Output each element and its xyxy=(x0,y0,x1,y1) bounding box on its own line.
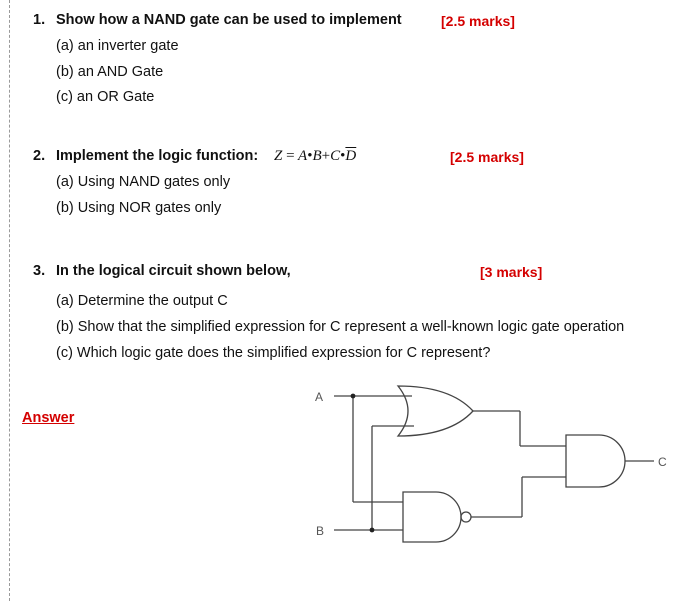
expr-plus: + xyxy=(321,148,331,164)
question-2-text: Implement the logic function: xyxy=(56,148,259,164)
expr-dot-1: • xyxy=(307,148,313,164)
or-gate xyxy=(398,386,473,436)
input-b-label: B xyxy=(316,524,325,538)
and-gate xyxy=(566,435,625,487)
expr-z: Z xyxy=(274,148,283,164)
question-3-part-a: (a) Determine the output C xyxy=(56,293,228,309)
nand-gate xyxy=(403,492,461,542)
question-3-marks: [3 marks] xyxy=(480,264,543,280)
question-3-part-c: (c) Which logic gate does the simplified expression for C represent? xyxy=(56,345,491,361)
question-1-part-c: (c) an OR Gate xyxy=(56,89,155,105)
output-c-label: C xyxy=(658,455,667,469)
question-3-text: In the logical circuit shown below, xyxy=(56,263,291,279)
junction-b xyxy=(370,528,375,533)
expr-b: B xyxy=(312,148,322,164)
expr-dot-2: • xyxy=(340,148,346,164)
question-2-number: 2. xyxy=(33,148,46,164)
answer-link[interactable]: Answer xyxy=(22,410,75,426)
question-1-number: 1. xyxy=(33,12,46,28)
question-2-part-b: (b) Using NOR gates only xyxy=(56,200,222,216)
nand-bubble xyxy=(461,512,471,522)
input-a-label: A xyxy=(315,390,324,404)
question-2-part-a: (a) Using NAND gates only xyxy=(56,174,231,190)
question-1-part-a: (a) an inverter gate xyxy=(56,38,179,54)
question-3-part-b: (b) Show that the simplified expression for C represent a well-known logic gate operation xyxy=(56,319,625,335)
question-1-marks: [2.5 marks] xyxy=(441,13,515,29)
question-3-number: 3. xyxy=(33,263,46,279)
expr-c: C xyxy=(330,148,341,164)
question-1-text: Show how a NAND gate can be used to implement xyxy=(56,12,402,28)
junction-a xyxy=(351,394,356,399)
expr-a: A xyxy=(298,148,308,164)
question-2-marks: [2.5 marks] xyxy=(450,149,524,165)
expr-equals: = xyxy=(286,148,295,164)
expr-d-complement: $\overline{D}$ xyxy=(345,148,357,164)
question-1-part-b: (b) an AND Gate xyxy=(56,64,164,80)
